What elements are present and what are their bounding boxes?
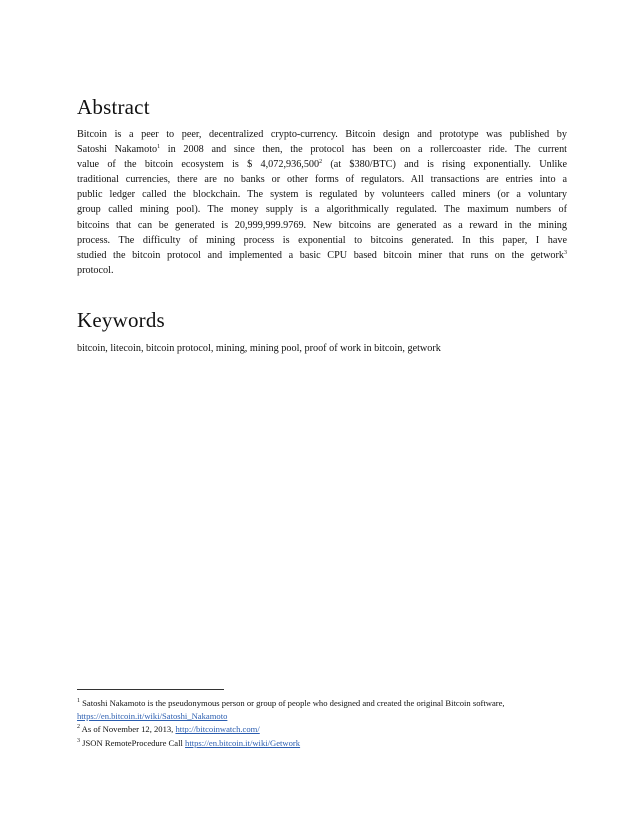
abstract-heading: Abstract <box>77 95 150 119</box>
footnote-marker: 3 <box>77 737 80 744</box>
footnote-separator <box>77 689 224 690</box>
footnote-link[interactable]: https://en.bitcoin.it/wiki/Satoshi_Nakamoto <box>77 711 228 722</box>
footnote-marker: 1 <box>77 698 80 704</box>
abstract-text: process. The difficulty of mining process is exponential to bitcoins generated. In this paper, I have <box>77 234 567 246</box>
footnote-2 <box>77 723 567 736</box>
abstract-line <box>77 263 567 278</box>
abstract-text: public ledger called the blockchain. The system is regulated by volunteers called miners (or a voluntary <box>77 189 567 201</box>
footnote-link[interactable]: https://en.bitcoin.it/wiki/Getwork <box>185 737 301 748</box>
abstract-text: (at $380/BTC) and is rising exponentially. Unlike <box>322 159 567 171</box>
keywords-text: bitcoin, litecoin, bitcoin protocol, mining, mining pool, proof of work in bitcoin, getwork <box>77 343 441 354</box>
abstract-line <box>77 248 567 263</box>
footnote-link[interactable]: http://bitcoinwatch.com/ <box>175 724 260 735</box>
footnote-1-link-line <box>77 710 567 723</box>
footnote-marker: 3 <box>564 249 567 256</box>
footnotes <box>77 697 567 750</box>
abstract-line <box>77 218 567 233</box>
footnote-marker: 1 <box>157 144 161 151</box>
footnote-text: JSON RemoteProcedure Call <box>80 737 186 748</box>
abstract-line <box>77 127 567 142</box>
abstract-text: traditional currencies, there are no banks or other forms of regulators. All transactions are entries into a <box>77 174 567 186</box>
keywords-heading: Keywords <box>77 308 165 332</box>
footnote-marker: 2 <box>77 724 80 731</box>
abstract-line <box>77 142 567 157</box>
abstract-text: studied the bitcoin protocol and implemented a basic CPU based bitcoin miner that runs on the getwork <box>77 249 564 261</box>
footnote-marker: 2 <box>319 159 323 166</box>
footnote-text: As of November 12, 2013, <box>80 724 176 735</box>
abstract-line <box>77 202 567 217</box>
abstract-text: value of the bitcoin ecosystem is $ 4,072,936,500 <box>77 159 320 171</box>
abstract-text: in 2008 and since then, the protocol has been on a rollercoaster ride. The current <box>160 144 567 156</box>
abstract-text: protocol. <box>77 264 114 276</box>
abstract-line <box>77 172 567 187</box>
abstract-line <box>77 187 567 202</box>
footnote-3 <box>77 737 567 750</box>
abstract-text: Bitcoin is a peer to peer, decentralized crypto-currency. Bitcoin design and prototype was published by <box>77 129 567 140</box>
abstract-line <box>77 157 567 172</box>
abstract-text: group called mining pool). The money supply is a algorithmically regulated. The maximum numbers of <box>77 204 567 216</box>
abstract-line <box>77 233 567 248</box>
abstract-text: Satoshi Nakamoto <box>77 144 158 156</box>
abstract-paragraph <box>77 127 567 278</box>
keywords-paragraph <box>77 341 567 356</box>
abstract-text: bitcoins that can be generated is 20,999,999.9769. New bitcoins are generated as a reward in the mining <box>77 219 567 231</box>
footnote-text: Satoshi Nakamoto is the pseudonymous person or group of people who designed and created the original Bitcoin software, <box>80 698 505 708</box>
footnote-1 <box>77 697 567 710</box>
